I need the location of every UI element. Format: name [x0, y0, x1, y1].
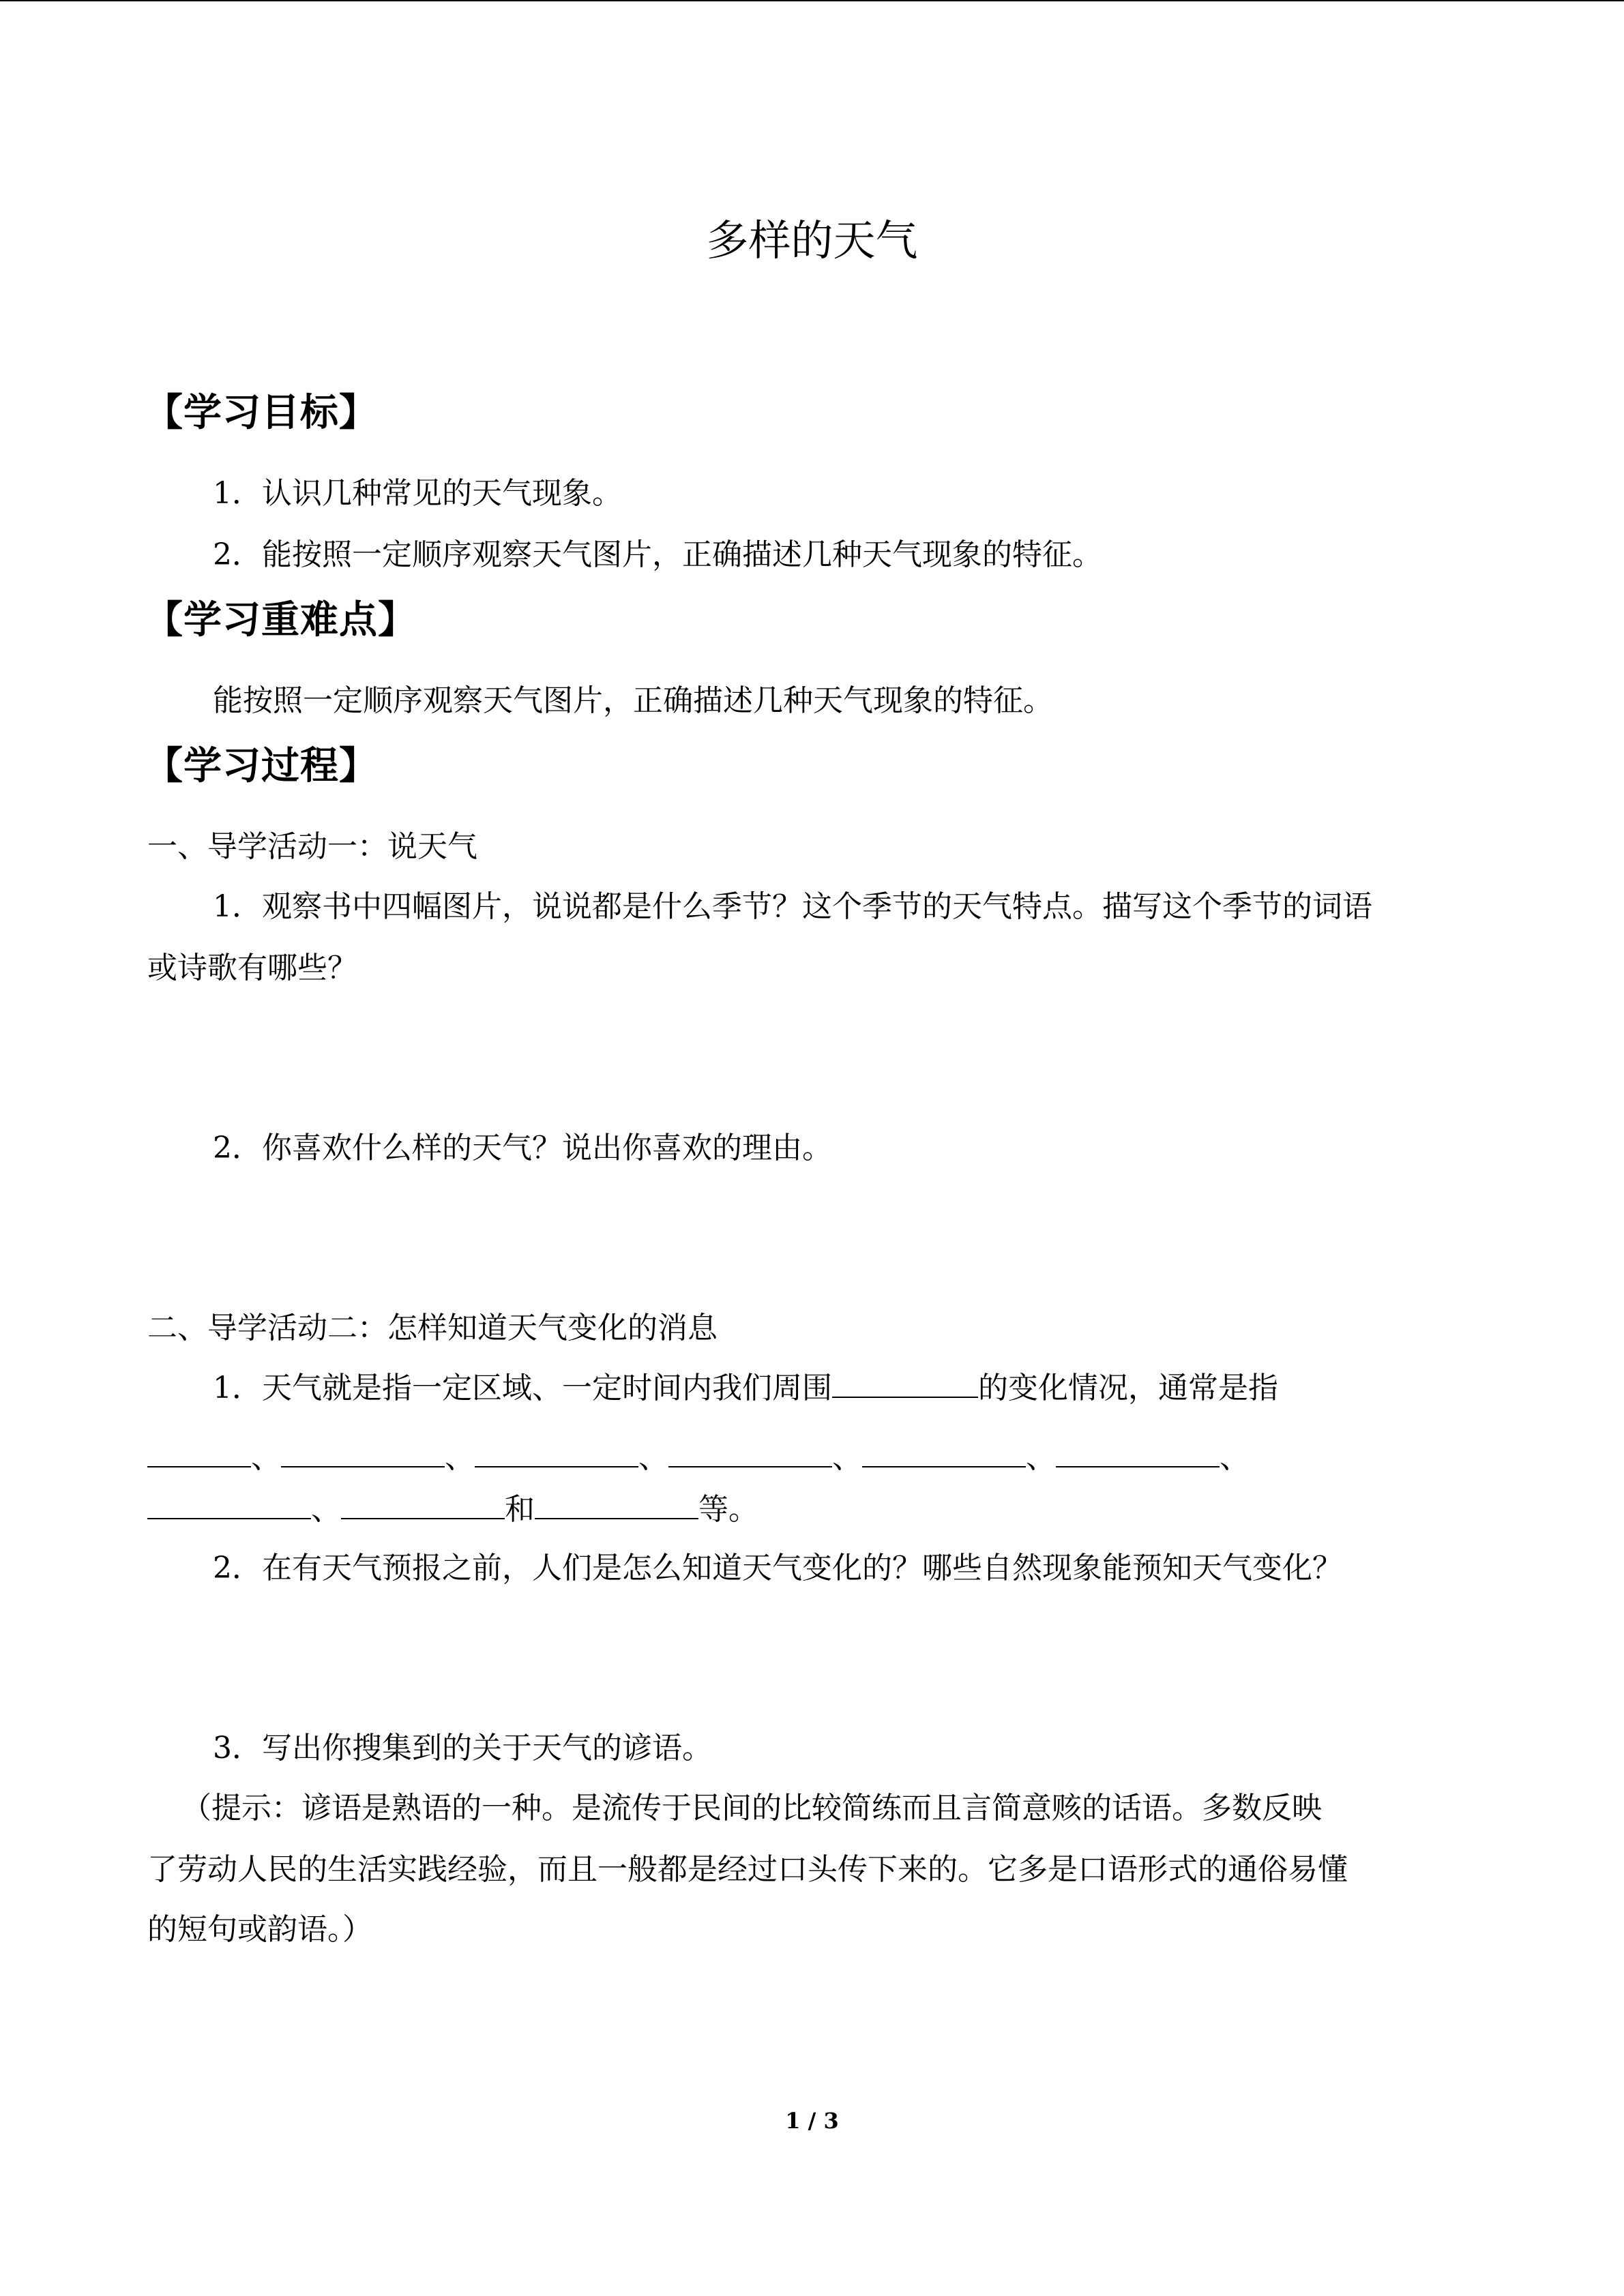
fill-blank[interactable] [281, 1439, 445, 1467]
fill-blank[interactable] [147, 1491, 311, 1519]
objective-item-2: 2．能按照一定顺序观察天气图片，正确描述几种天气现象的特征。 [213, 537, 1102, 572]
question1-text-a: 1．天气就是指一定区域、一定时间内我们周围 [213, 1371, 832, 1405]
separator: 、 [251, 1440, 281, 1475]
activity2-question1-line3 [147, 1488, 758, 1532]
activity1-question1-line1: 1．观察书中四幅图片，说说都是什么季节？这个季节的天气特点。描写这个季节的词语 [213, 889, 1372, 924]
activity1-question1-line2: 或诗歌有哪些？ [147, 951, 357, 985]
hint-line-2: 了劳动人民的生活实践经验，而且一般都是经过口头传下来的。它多是口语形式的通俗易懂 [147, 1852, 1348, 1887]
separator: 、 [638, 1440, 668, 1475]
hint-line-3: 的短句或韵语。） [147, 1912, 372, 1947]
separator: 、 [832, 1440, 862, 1475]
activity2-question1-line1 [213, 1367, 1278, 1410]
hint-line-1: （提示：谚语是熟语的一种。是流传于民间的比较简练而且言简意赅的话语。多数反映 [181, 1791, 1322, 1825]
activity2-question3: 3．写出你搜集到的关于天气的谚语。 [213, 1731, 712, 1765]
fill-blank[interactable] [668, 1439, 832, 1467]
activity2-title: 二、导学活动二：怎样知道天气变化的消息 [147, 1311, 718, 1345]
objectives-heading: 【学习目标】 [145, 391, 378, 435]
process-heading: 【学习过程】 [145, 744, 378, 788]
page-number: 1 / 3 [785, 2108, 839, 2134]
and-text: 和 [505, 1492, 535, 1527]
activity2-question2: 2．在有天气预报之前，人们是怎么知道天气变化的？哪些自然现象能预知天气变化？ [213, 1551, 1342, 1585]
objective-item-1: 1．认识几种常见的天气现象。 [213, 476, 622, 511]
activity1-title: 一、导学活动一：说天气 [147, 829, 477, 864]
fill-blank[interactable] [862, 1439, 1026, 1467]
fill-blank[interactable] [832, 1369, 978, 1398]
page-title: 多样的天气 [706, 215, 918, 265]
key-points-text: 能按照一定顺序观察天气图片，正确描述几种天气现象的特征。 [213, 683, 1053, 718]
question1-text-b: 的变化情况，通常是指 [978, 1371, 1278, 1405]
activity2-question1-line2 [147, 1436, 1250, 1480]
key-points-heading: 【学习重难点】 [145, 598, 417, 642]
fill-blank[interactable] [1056, 1439, 1220, 1467]
fill-blank[interactable] [341, 1491, 505, 1519]
top-border [0, 0, 1624, 1]
end-text: 等。 [698, 1492, 758, 1527]
separator: 、 [1220, 1440, 1250, 1475]
activity1-question2: 2．你喜欢什么样的天气？说出你喜欢的理由。 [213, 1131, 832, 1165]
fill-blank[interactable] [535, 1491, 698, 1519]
fill-blank[interactable] [475, 1439, 638, 1467]
separator: 、 [1026, 1440, 1056, 1475]
fill-blank[interactable] [147, 1439, 251, 1467]
separator: 、 [445, 1440, 475, 1475]
separator: 、 [311, 1492, 341, 1527]
